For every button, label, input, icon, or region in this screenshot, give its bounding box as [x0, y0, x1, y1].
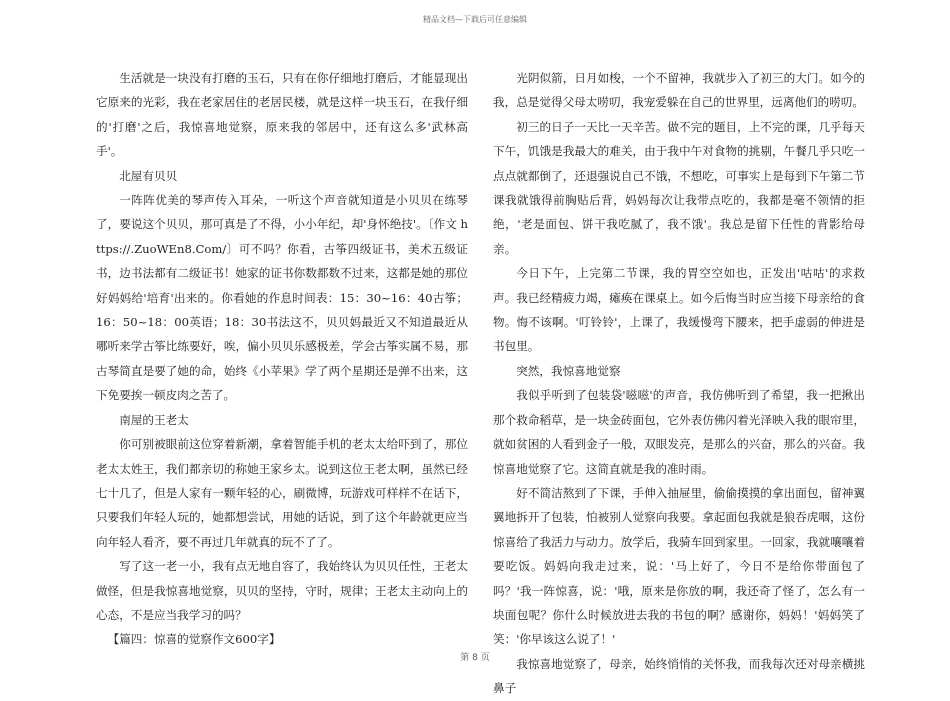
paragraph: 光阴似箭，日月如梭，一个不留神，我就步入了初三的大门。如今的我，总是觉得父母太唠叨，我宠爱躲在自己的世界里，远离他们的唠叨。	[493, 71, 865, 110]
paragraph: 生活就是一块没有打磨的玉石，只有在你仔细地打磨后，才能显现出它原来的光彩，我在老家居住的老居民楼，就是这样一块玉石，在我仔细的'打磨'之后，我惊喜地觉察，原来我的邻居中，还有这么多'武林高手'。	[96, 71, 468, 159]
paragraph: 写了这一老一小，我有点无地自容了，我始终认为贝贝任性，王老太做怪，但是我惊喜地觉察，贝贝的坚持，守时，规律；王老太主动向上的心态，不是应当我学习的吗？	[96, 559, 468, 622]
paragraph: 今日下午，上完第二节课，我的胃空空如也，正发出'咕咕'的求救声。我已经精疲力竭，瘫痪在课桌上。如今后悔当时应当接下母亲给的食物。悔不该啊。'叮铃铃'，上课了，我缓慢弯下腰来，把手虚弱的伸进是书包里。	[493, 266, 865, 354]
paragraph: 你可别被眼前这位穿着新潮，拿着智能手机的老太太给吓到了，那位老太太姓王，我们都亲切的称她王家乡太。说到这位王老太啊，虽然已经七十几了，但是人家有一颗年轻的心，刷微博，玩游戏可样样不在话下，只要我们年轻人玩的，她都想尝试，用她的话说，到了这个年龄就更应当向年轻人看齐，要不再过几年就真的玩不了了。	[96, 437, 468, 549]
essay-title: 【篇四：惊喜的觉察作文600字】	[107, 632, 281, 647]
right-column	[493, 66, 865, 701]
page-number: 第 8 页	[460, 653, 490, 663]
paragraph: 我惊喜地觉察了，母亲，始终悄悄的关怀我，而我每次还对母亲横挑鼻子	[493, 656, 865, 696]
paragraph: 好不简洁熬到了下课，手伸入抽屉里，偷偷摸摸的拿出面包，留神翼翼地拆开了包装，怕被别人觉察向我要。拿起面包我就是狼吞虎咽，这份惊喜给了我活力与动力。放学后，我骑车回到家里。一回家，我就嚷嚷着要吃饭。妈妈向我走过来，说：'马上好了，今日不是给你带面包了吗？'我一阵惊喜，说：'哦，原来是你放的啊，我还奇了怪了，怎么有一块面包呢？你什么时候放进去我的书包的啊？感谢你，妈妈！'妈妈笑了笑：'你早该这么说了！'	[493, 485, 865, 647]
paragraph: 一阵阵优美的琴声传入耳朵，一听这个声音就知道是小贝贝在练琴了，要说这个贝贝，那可真是了不得，小小年纪，却'身怀绝技'。〔作文 https://.ZuoWEn8.Com/〕可不吗？你看，古筝四级证书，美术五级证书，边书法都有二级证书！她家的证书你数都数不过来，这都是她的那位好妈妈给'培育'出来的。你看她的作息时间表：15：30~16：40古筝；16：50~18：00英语；18：30书法这不，贝贝妈最近又不知道最近从哪听来学古筝比练要好，唉，偏小贝贝乐感极差，学会古筝实属不易，那古琴简直是要了她的命，始终《小苹果》学了两个星期还是弹不出来，这下免要挨一顿皮肉之苦了。	[96, 193, 468, 403]
section-heading: 北屋有贝贝	[119, 168, 178, 183]
section-heading: 突然，我惊喜地觉察	[516, 363, 621, 378]
paragraph: 初三的日子一天比一天辛苦。做不完的题目，上不完的课，几乎每天下午，饥饿是我最大的难关，由于我中午对食物的挑剔，午餐几乎只吃一点点就都倒了，还退强说自己不饿，不想吃，可事实上是每到下午第二节课我就饿得前胸贴后背，妈妈每次让我带点吃的，我都是毫不领情的拒绝，'老是面包、饼干我吃腻了，我不饿'。我总是留下任性的背影给母亲。	[493, 119, 865, 256]
page-header: 精品文档—下载后可任意编辑	[423, 15, 527, 24]
left-column	[96, 66, 468, 652]
section-heading: 南屋的王老太	[119, 412, 189, 427]
paragraph: 我似乎听到了包装袋'嗞嗞'的声音，我仿佛听到了希望，我一把揪出那个救命稻草，是一块金砖面包，它外表仿佛闪着光泽映入我的眼帘里，就如贫困的人看到金子一般，双眼发亮，是那么的兴奋，那么的兴奋。我惊喜地觉察了它。这简直就是我的准时雨。	[493, 388, 865, 476]
